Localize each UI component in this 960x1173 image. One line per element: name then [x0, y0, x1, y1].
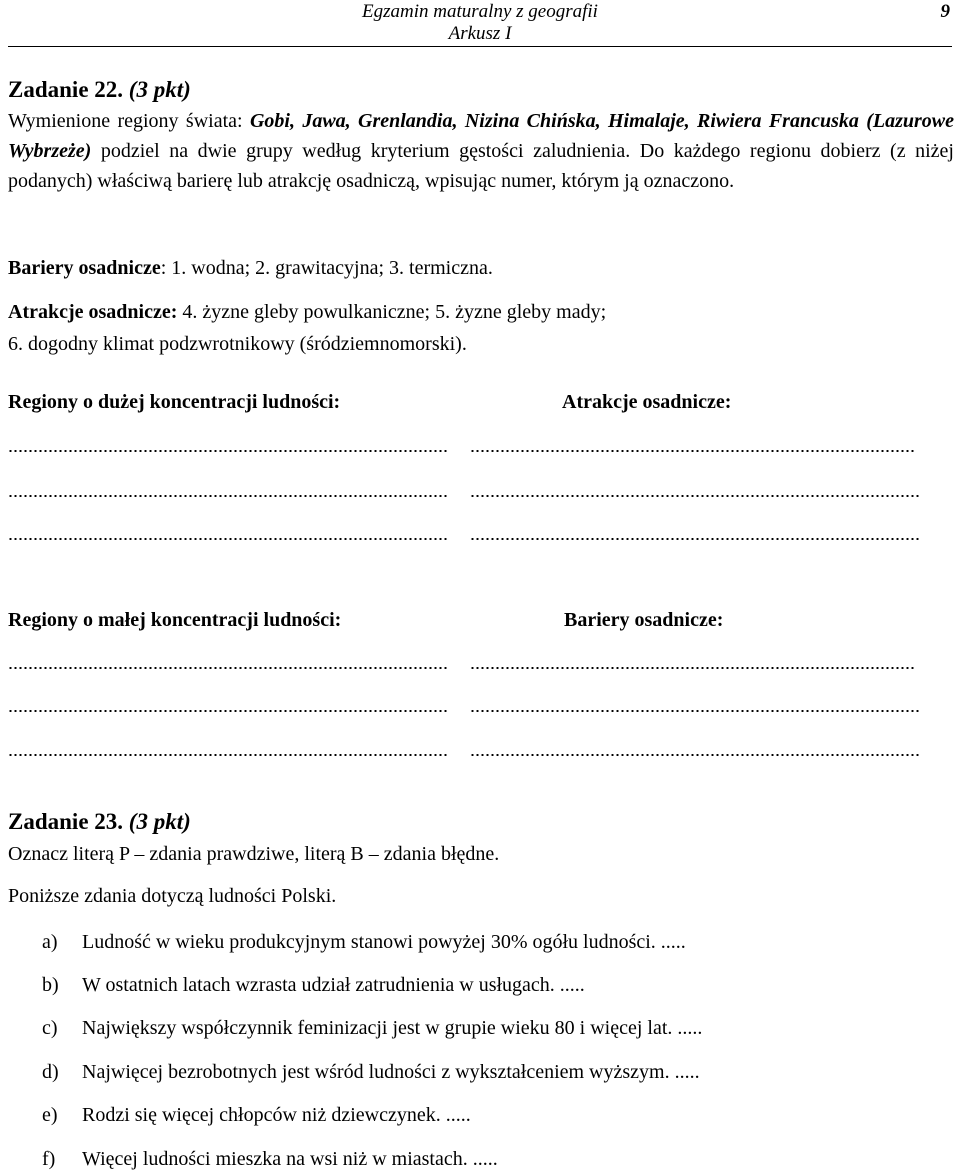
task-22-heading	[8, 76, 191, 104]
task-22-intro-suffix: podziel na dwie grupy według kryterium gęstości zaludnienia. Do każdego regionu dobierz (z niżej podanych) właściwą barierę lub atrakcję osadniczą, wpisując numer, którym ją oznaczono.	[8, 140, 954, 192]
statement-text[interactable]: Więcej ludności mieszka na wsi niż w miastach. .....	[82, 1148, 498, 1170]
barriers-legend-label: Bariery osadnicze	[8, 257, 161, 279]
statement-letter: c)	[42, 1017, 58, 1039]
task-23-instruction: Oznacz literą P – zdania prawdziwe, literą B – zdania błędne.	[8, 843, 500, 865]
low-density-answer-line-3[interactable]	[8, 754, 448, 756]
task-22-region-list: Gobi, Jawa, Grenlandia, Nizina Chińska, Himalaje, Riwiera Francuska (Lazurowe Wybrzeże)	[8, 110, 955, 162]
barriers-legend	[8, 254, 493, 282]
attractions-answer-line-2[interactable]	[470, 495, 920, 497]
attractions-legend-text-2: 6. dogodny klimat podzwrotnikowy (śródziemnomorski).	[8, 333, 467, 355]
task-22-instruction	[8, 106, 954, 196]
barriers-answer-line-1[interactable]	[470, 667, 916, 669]
high-density-answer-line-3[interactable]	[8, 538, 448, 540]
attractions-heading: Atrakcje osadnicze:	[562, 391, 732, 413]
low-density-answer-line-2[interactable]	[8, 710, 448, 712]
barriers-answer-line-3[interactable]	[470, 754, 920, 756]
attractions-legend-label: Atrakcje osadnicze:	[8, 301, 178, 323]
attractions-answer-line-3[interactable]	[470, 538, 920, 540]
statement-letter: d)	[42, 1061, 59, 1083]
task-23-heading	[8, 808, 191, 836]
header-divider	[8, 46, 952, 47]
attractions-answer-line-1[interactable]	[470, 450, 916, 452]
low-density-heading: Regiony o małej koncentracji ludności:	[8, 609, 342, 631]
statement-text[interactable]: W ostatnich latach wzrasta udział zatrudnienia w usługach. .....	[82, 974, 585, 996]
sheet-title: Arkusz I	[448, 23, 512, 44]
high-density-answer-line-2[interactable]	[8, 495, 448, 497]
task-23-points: (3 pkt)	[128, 809, 191, 834]
barriers-legend-text: : 1. wodna; 2. grawitacyjna; 3. termiczna.	[160, 257, 493, 279]
statement-letter: f)	[42, 1148, 56, 1170]
page-header	[0, 0, 960, 46]
task-22-points: (3 pkt)	[128, 77, 191, 102]
statement-letter: b)	[42, 974, 59, 996]
statement-text[interactable]: Rodzi się więcej chłopców niż dziewczynek. .....	[82, 1104, 471, 1126]
statement-text[interactable]: Najwięcej bezrobotnych jest wśród ludności z wykształceniem wyższym. .....	[82, 1061, 700, 1083]
exam-title: Egzamin maturalny z geografii	[362, 1, 598, 22]
statement-letter: a)	[42, 931, 58, 953]
page-number: 9	[940, 1, 950, 22]
task-23-context: Poniższe zdania dotyczą ludności Polski.	[8, 885, 337, 907]
statement-text[interactable]: Ludność w wieku produkcyjnym stanowi powyżej 30% ogółu ludności. .....	[82, 931, 686, 953]
barriers-heading: Bariery osadnicze:	[564, 609, 724, 631]
attractions-legend-text-1: 4. żyzne gleby powulkaniczne; 5. żyzne gleby mady;	[177, 301, 607, 323]
high-density-answer-line-1[interactable]	[8, 450, 448, 452]
statement-text[interactable]: Największy współczynnik feminizacji jest w grupie wieku 80 i więcej lat. .....	[82, 1017, 703, 1039]
task-23-label: Zadanie 23.	[8, 809, 124, 834]
high-density-heading: Regiony o dużej koncentracji ludności:	[8, 391, 341, 413]
low-density-answer-line-1[interactable]	[8, 667, 448, 669]
statement-letter: e)	[42, 1104, 58, 1126]
barriers-answer-line-2[interactable]	[470, 710, 920, 712]
task-22-intro-prefix: Wymienione regiony świata:	[8, 110, 250, 132]
attractions-legend	[8, 298, 606, 326]
task-22-label: Zadanie 22.	[8, 77, 124, 102]
